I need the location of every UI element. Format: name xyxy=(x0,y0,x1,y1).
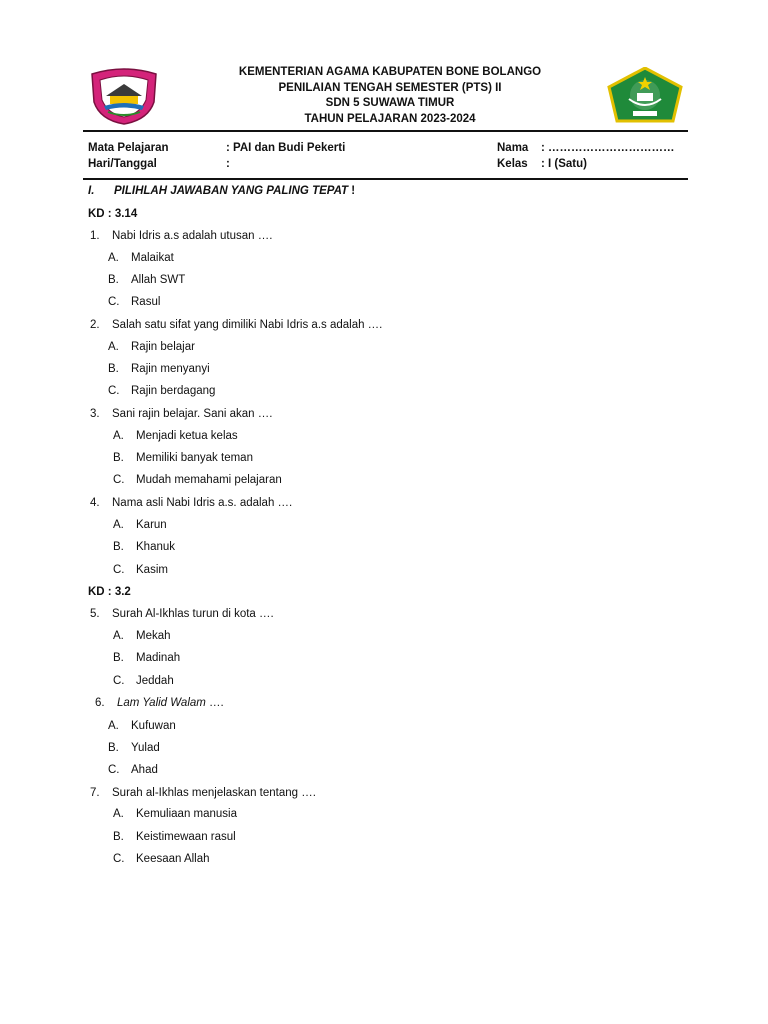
option-6b: B. Yulad xyxy=(108,742,160,754)
question-number: 3. xyxy=(90,408,100,420)
header-divider-top xyxy=(83,130,688,132)
option-6c: C. Ahad xyxy=(108,764,158,776)
class-label: Kelas xyxy=(497,158,528,170)
question-1 xyxy=(90,230,272,242)
question-number: 6. xyxy=(95,697,105,709)
name-value: : …………………………… xyxy=(541,142,675,154)
option-3a: A. Menjadi ketua kelas xyxy=(113,430,238,442)
question-5 xyxy=(90,608,274,620)
header-line-4: TAHUN PELAJARAN 2023-2024 xyxy=(304,112,476,125)
header-divider-bottom xyxy=(83,178,688,180)
date-label: Hari/Tanggal xyxy=(88,158,157,170)
name-label: Nama xyxy=(497,142,529,154)
option-7b: B. Keistimewaan rasul xyxy=(113,831,236,843)
header-line-1: KEMENTERIAN AGAMA KABUPATEN BONE BOLANGO xyxy=(238,66,542,78)
class-value: : I (Satu) xyxy=(541,158,587,170)
subject-value: : PAI dan Budi Pekerti xyxy=(226,142,346,154)
question-text: Nabi Idris a.s adalah utusan …. xyxy=(112,230,273,242)
header-line-2: PENILAIAN TENGAH SEMESTER (PTS) II xyxy=(278,81,502,94)
regional-emblem-icon xyxy=(88,66,160,126)
option-2a: A. Rajin belajar xyxy=(108,341,195,353)
option-5a: A. Mekah xyxy=(113,630,171,642)
option-1b: B. Allah SWT xyxy=(108,274,186,286)
question-text-italic: Lam Yalid Walam xyxy=(117,697,206,709)
option-3c: C. Mudah memahami pelajaran xyxy=(113,474,282,486)
question-4 xyxy=(90,497,292,509)
question-number: 1. xyxy=(90,230,100,242)
date-value: : xyxy=(226,158,230,170)
question-number: 4. xyxy=(90,497,100,509)
section-title xyxy=(88,185,355,197)
kd-label-2: KD : 3.2 xyxy=(88,586,131,598)
option-7c: C. Keesaan Allah xyxy=(113,853,210,865)
option-5c: C. Jeddah xyxy=(113,675,174,687)
question-number: 5. xyxy=(90,608,100,620)
header-title xyxy=(160,65,620,127)
question-6 xyxy=(95,697,224,709)
section-instruction: PILIHLAH JAWABAN YANG PALING TEPAT xyxy=(114,185,349,197)
question-text: …. xyxy=(205,697,224,709)
header-line-3: SDN 5 SUWAWA TIMUR xyxy=(325,97,455,109)
option-2b: B. Rajin menyanyi xyxy=(108,363,210,375)
option-4b: B. Khanuk xyxy=(113,541,176,553)
question-2 xyxy=(90,319,382,331)
option-6a: A. Kufuwan xyxy=(108,720,176,732)
kemenag-emblem-icon xyxy=(603,67,687,125)
option-5b: B. Madinah xyxy=(113,652,181,664)
question-text: Surah al-Ikhlas menjelaskan tentang …. xyxy=(112,787,316,799)
option-4a: A. Karun xyxy=(113,519,167,531)
question-7 xyxy=(90,787,316,799)
option-7a: A. Kemuliaan manusia xyxy=(113,808,238,820)
section-exclaim: ! xyxy=(351,185,356,197)
question-number: 2. xyxy=(90,319,100,331)
option-2c: C. Rajin berdagang xyxy=(108,385,216,397)
option-3b: B. Memiliki banyak teman xyxy=(113,452,253,464)
question-text: Sani rajin belajar. Sani akan …. xyxy=(112,408,273,420)
option-1c: C. Rasul xyxy=(108,296,161,308)
subject-label: Mata Pelajaran xyxy=(88,142,169,154)
question-number: 7. xyxy=(90,787,100,799)
kd-label-1: KD : 3.14 xyxy=(88,208,138,220)
question-3 xyxy=(90,408,272,420)
question-text: Nama asli Nabi Idris a.s. adalah …. xyxy=(112,497,293,509)
question-text: Surah Al-Ikhlas turun di kota …. xyxy=(112,608,274,620)
question-text: Salah satu sifat yang dimiliki Nabi Idris a.s adalah …. xyxy=(112,319,383,331)
section-number: I. xyxy=(88,185,95,197)
option-1a: A. Malaikat xyxy=(108,252,174,264)
option-4c: C. Kasim xyxy=(113,564,168,576)
